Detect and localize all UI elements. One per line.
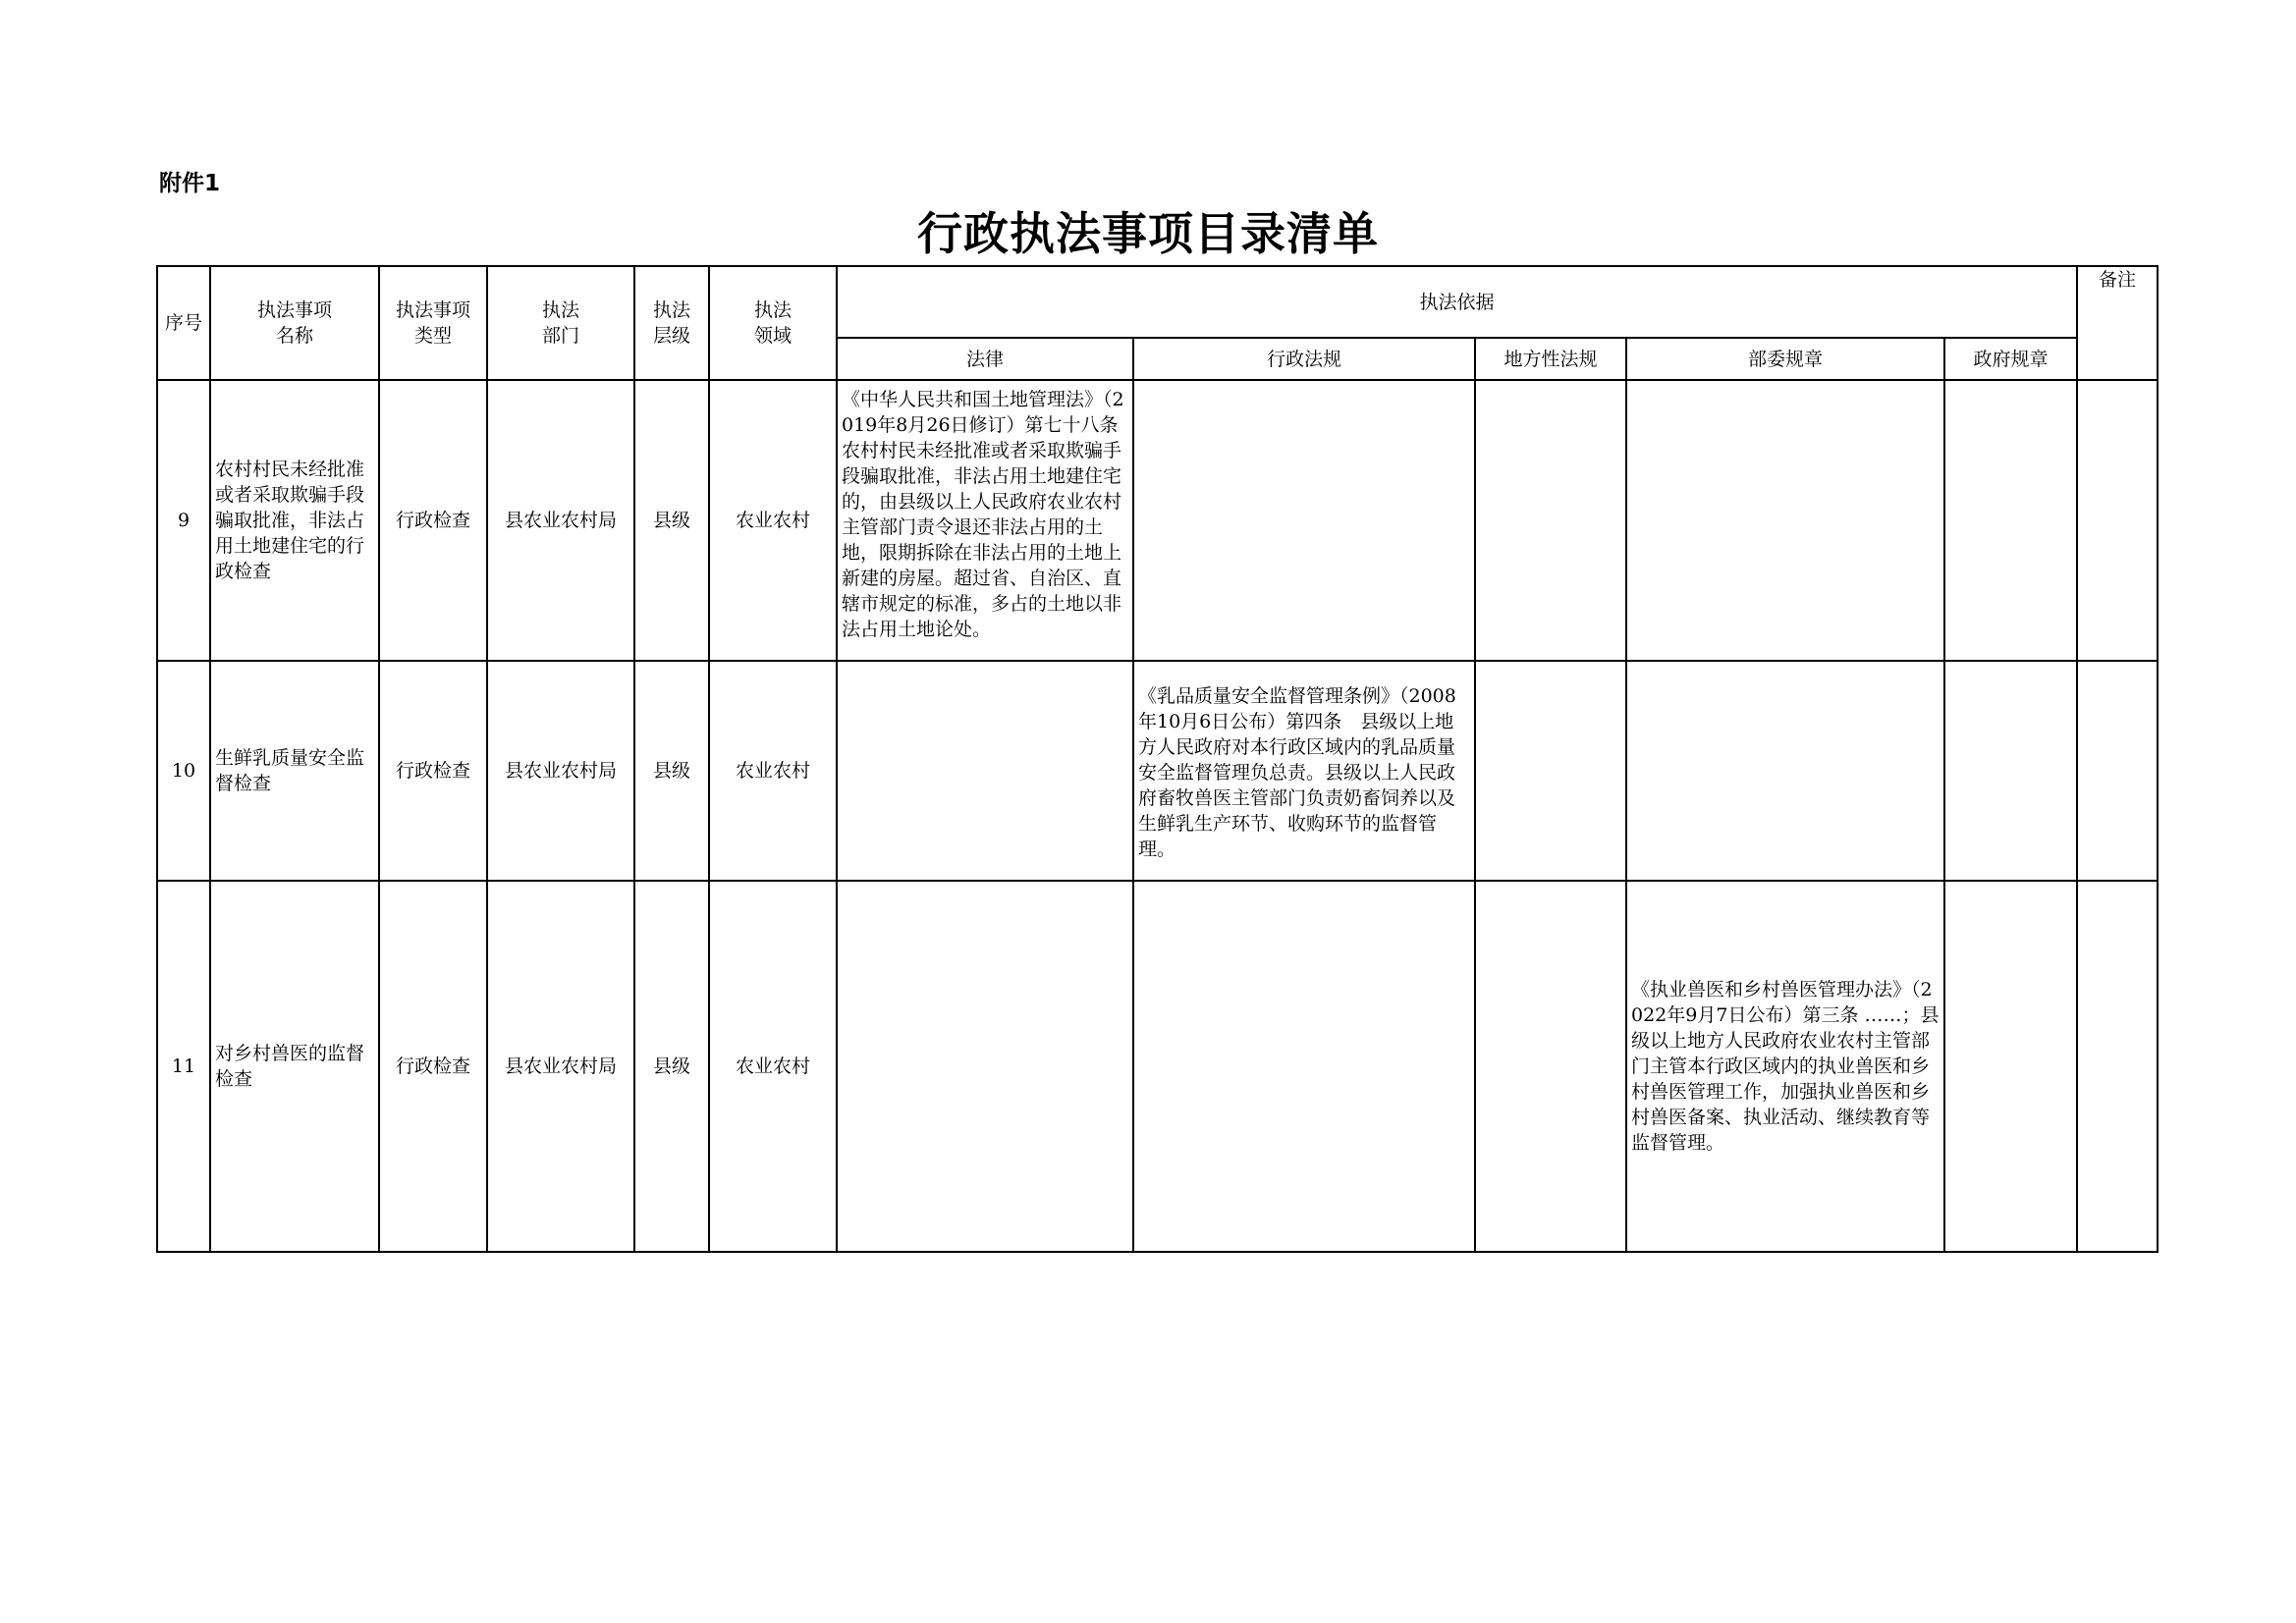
cell-dept: 县农业农村局 [487,881,634,1252]
cell-seq: 11 [157,881,210,1252]
header-dept-line2: 部门 [541,325,579,347]
header-seq: 序号 [157,266,210,380]
cell-level: 县级 [634,661,709,881]
header-dept [487,266,634,380]
cell-name: 对乡村兽医的监督检查 [210,881,379,1252]
cell-seq: 10 [157,661,210,881]
header-basis: 执法依据 [837,266,2077,338]
table-row [157,881,2158,1252]
cell-gov-rule [1944,881,2077,1252]
cell-gov-rule [1944,661,2077,881]
header-name [210,266,379,380]
header-type [379,266,487,380]
table-row [157,661,2158,881]
cell-seq: 9 [157,380,210,661]
header-local-reg: 地方性法规 [1475,338,1626,380]
cell-type: 行政检查 [379,661,487,881]
header-level [634,266,709,380]
cell-ministry-rule [1626,661,1944,881]
cell-field: 农业农村 [709,881,837,1252]
cell-dept: 县农业农村局 [487,380,634,661]
cell-local-reg [1475,380,1626,661]
cell-field: 农业农村 [709,380,837,661]
cell-admin-reg [1133,380,1475,661]
cell-law [837,881,1133,1252]
cell-note [2077,661,2158,881]
attachment-label: 附件1 [159,171,221,196]
table-row [157,380,2158,661]
cell-name: 生鲜乳质量安全监督检查 [210,661,379,881]
header-ministry-rule: 部委规章 [1626,338,1944,380]
cell-field: 农业农村 [709,661,837,881]
header-field-line1: 执法 [753,299,792,321]
header-type-line1: 执法事项 [395,299,470,321]
cell-ministry-rule [1626,380,1944,661]
header-type-line2: 类型 [413,325,452,347]
header-law: 法律 [837,338,1133,380]
cell-local-reg [1475,881,1626,1252]
header-level-line2: 层级 [652,325,690,347]
cell-admin-reg: 《乳品质量安全监督管理条例》（2008年10月6日公布）第四条 县级以上地方人民政府对本行政区域内的乳品质量安全监督管理负总责。县级以上人民政府畜牧兽医主管部门负责奶畜饲养以及生鲜乳生产环节、收购环节的监督管理。 [1133,661,1475,881]
header-dept-line1: 执法 [541,299,579,321]
header-field-line2: 领域 [753,325,792,347]
cell-law [837,661,1133,881]
cell-level: 县级 [634,380,709,661]
header-gov-rule: 政府规章 [1944,338,2077,380]
cell-note [2077,380,2158,661]
cell-type: 行政检查 [379,881,487,1252]
header-row-1 [157,266,2158,338]
cell-law: 《中华人民共和国土地管理法》（2019年8月26日修订）第七十八条 农村村民未经批准或者采取欺骗手段骗取批准，非法占用土地建住宅的，由县级以上人民政府农业农村主管部门责令退还非法占用的土地，限期拆除在非法占用的土地上新建的房屋。超过省、自治区、直辖市规定的标准，多占的土地以非法占用土地论处。 [837,380,1133,661]
cell-local-reg [1475,661,1626,881]
page-title: 行政执法事项目录清单 [917,207,1379,260]
header-name-line1: 执法事项 [256,299,332,321]
cell-ministry-rule: 《执业兽医和乡村兽医管理办法》（2022年9月7日公布）第三条 ……；县级以上地方人民政府农业农村主管部门主管本行政区域内的执业兽医和乡村兽医管理工作，加强执业兽医和乡村兽医备案、执业活动、继续教育等监督管理。 [1626,881,1944,1252]
cell-level: 县级 [634,881,709,1252]
cell-dept: 县农业农村局 [487,661,634,881]
cell-admin-reg [1133,881,1475,1252]
cell-name: 农村村民未经批准或者采取欺骗手段骗取批准，非法占用土地建住宅的行政检查 [210,380,379,661]
cell-note [2077,881,2158,1252]
cell-type: 行政检查 [379,380,487,661]
enforcement-table [156,265,2159,1253]
cell-gov-rule [1944,380,2077,661]
header-name-line2: 名称 [275,325,313,347]
header-level-line1: 执法 [652,299,690,321]
header-field [709,266,837,380]
header-note: 备注 [2077,266,2158,380]
header-admin-reg: 行政法规 [1133,338,1475,380]
